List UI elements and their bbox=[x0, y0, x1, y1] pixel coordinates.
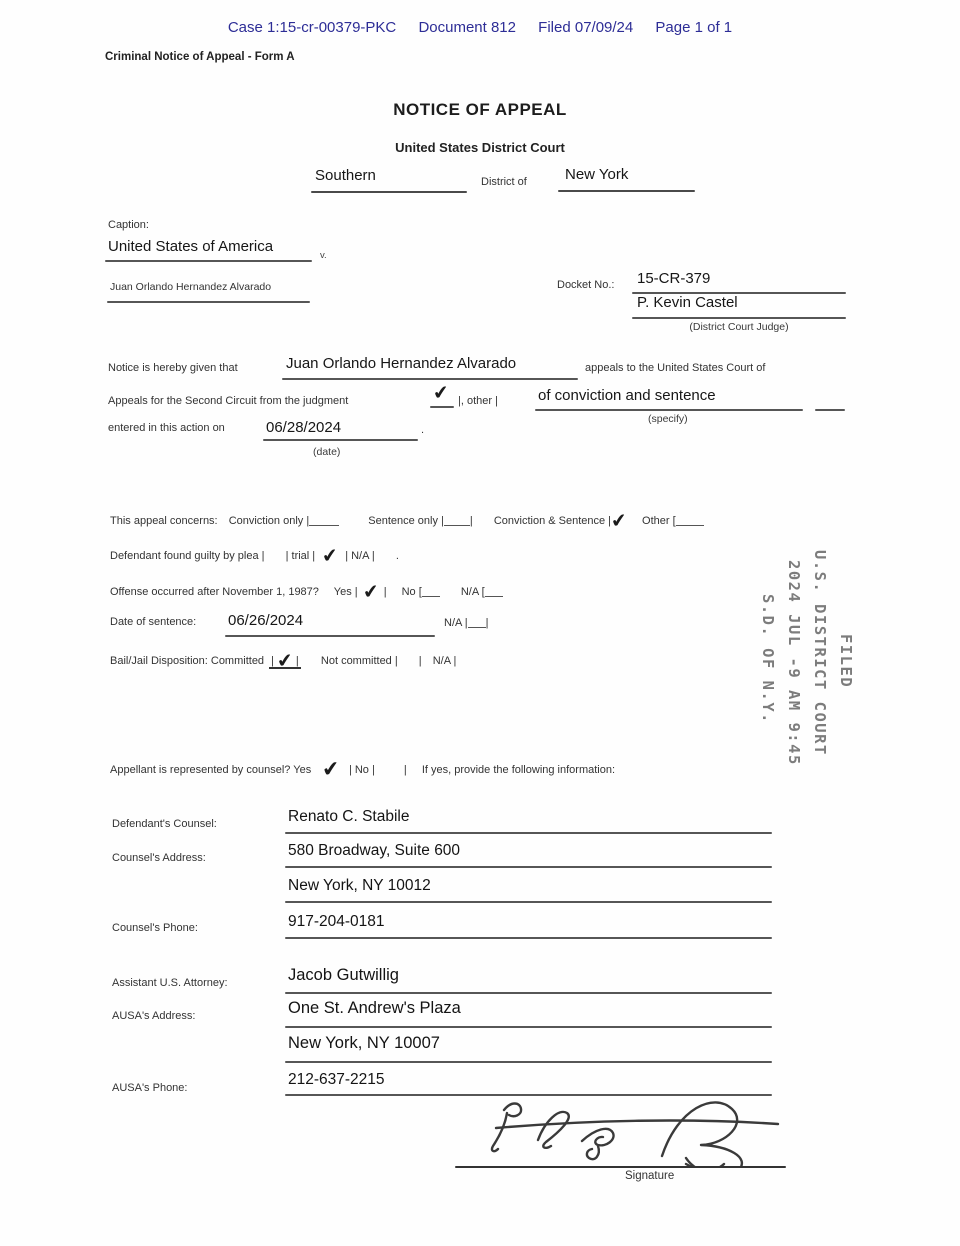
counsel-question-label: Appellant is represented by counsel? Yes bbox=[110, 764, 312, 776]
notice-line2-mid: |, other | bbox=[458, 395, 498, 407]
ausa-underline bbox=[285, 992, 772, 994]
docket-label: Docket No.: bbox=[557, 279, 615, 291]
trial-checkmark: ✔ bbox=[321, 544, 340, 568]
counsels-address-value: 580 Broadway, Suite 600 bbox=[288, 842, 461, 859]
district-name: New York bbox=[565, 166, 629, 183]
filed-date: Filed 07/09/24 bbox=[538, 19, 634, 36]
document-number: Document 812 bbox=[418, 19, 516, 36]
counsel-question-suffix: If yes, provide the following information: bbox=[421, 764, 616, 776]
sentence-only-slot bbox=[444, 514, 470, 526]
offense-no-slot bbox=[422, 585, 440, 597]
option-sentence-only: Sentence only | bbox=[368, 515, 444, 527]
stamp-filed-line: FILED bbox=[837, 634, 855, 689]
counsel-no-label: | No | bbox=[348, 764, 375, 776]
option-conviction-only: Conviction only | bbox=[228, 515, 310, 527]
district-name-underline bbox=[558, 190, 695, 192]
notice-line1-pre: Notice is hereby given that bbox=[108, 362, 238, 374]
plaintiff-name: United States of America bbox=[108, 238, 274, 255]
ausa-address-value2: New York, NY 10007 bbox=[288, 1034, 440, 1052]
sentence-date-value: 06/26/2024 bbox=[228, 612, 304, 629]
offense-no-label: No [ bbox=[401, 586, 422, 598]
offense-na-label: N/A [ bbox=[460, 586, 485, 598]
committed-close: | bbox=[295, 655, 299, 667]
sentence-date-underline bbox=[225, 635, 435, 637]
notice-line3-pre: entered in this action on bbox=[108, 422, 225, 434]
entered-date-value: 06/28/2024 bbox=[266, 419, 342, 436]
sentence-na-close: | bbox=[485, 617, 489, 629]
docket-number: 15-CR-379 bbox=[637, 270, 711, 287]
judge-caption: (District Court Judge) bbox=[689, 321, 789, 333]
notice-line2-pre: Appeals for the Second Circuit from the judgment bbox=[108, 395, 349, 407]
offense-row bbox=[110, 580, 503, 604]
sentence-na-slot bbox=[468, 616, 486, 628]
judgment-checkmark: ✔ bbox=[431, 381, 451, 405]
option-other: Other [ bbox=[642, 515, 676, 527]
specify-caption: (specify) bbox=[648, 413, 688, 425]
ausa-value: Jacob Gutwillig bbox=[288, 966, 399, 984]
case-number: Case 1:15-cr-00379-PKC bbox=[227, 19, 397, 36]
concerns-label: This appeal concerns: bbox=[110, 515, 218, 527]
sentence-na-group bbox=[444, 616, 489, 629]
court-heading: United States District Court bbox=[395, 140, 565, 155]
appellant-underline bbox=[282, 378, 578, 380]
committed-checkmark: ✔ bbox=[275, 649, 295, 673]
ausa-phone-value: 212-637-2215 bbox=[288, 1071, 385, 1088]
ecf-header bbox=[0, 19, 960, 36]
ausa-address-label: AUSA's Address: bbox=[112, 1010, 196, 1022]
signature-line bbox=[455, 1166, 786, 1168]
guilty-label: Defendant found guilty by plea | bbox=[110, 550, 265, 562]
notice-line1-post: appeals to the United States Court of bbox=[585, 362, 766, 374]
entered-date-underline bbox=[263, 439, 418, 441]
offense-yes-label: Yes | bbox=[333, 586, 358, 598]
guilty-end: . bbox=[395, 550, 399, 562]
counsels-address-underline bbox=[285, 866, 772, 868]
offense-yes-checkmark: ✔ bbox=[361, 580, 380, 604]
offense-label: Offense occurred after November 1, 1987? bbox=[110, 586, 319, 598]
conviction-only-slot bbox=[309, 514, 339, 526]
option-conviction-and-sentence: Conviction & Sentence | bbox=[493, 515, 612, 527]
page-count: Page 1 of 1 bbox=[655, 19, 733, 36]
district-of-label: District of bbox=[481, 176, 527, 188]
bail-row bbox=[110, 649, 457, 673]
not-committed-label: Not committed | bbox=[320, 655, 398, 667]
stamp-datetime-line: 2024 JUL -9 AM 9:45 bbox=[785, 560, 803, 766]
versus-label: v. bbox=[320, 250, 327, 261]
counsel-question-row bbox=[110, 756, 616, 782]
counsel-sep: | bbox=[403, 764, 407, 776]
ausa-address-value: One St. Andrew's Plaza bbox=[288, 999, 461, 1017]
guilty-row bbox=[110, 544, 399, 568]
district-underline bbox=[311, 191, 467, 193]
counsels-phone-underline bbox=[285, 937, 772, 939]
form-label: Criminal Notice of Appeal - Form A bbox=[105, 51, 295, 63]
counsels-address-label: Counsel's Address: bbox=[112, 852, 206, 864]
judgment-check-underline bbox=[430, 406, 454, 408]
counsels-address-value2: New York, NY 10012 bbox=[288, 877, 431, 894]
sentence-na-label: N/A | bbox=[444, 617, 468, 629]
signature-label: Signature bbox=[625, 1170, 675, 1182]
stamp-district-line: S.D. OF N.Y. bbox=[759, 594, 777, 724]
appellant-name: Juan Orlando Hernandez Alvarado bbox=[286, 355, 517, 372]
date-caption: (date) bbox=[313, 446, 341, 458]
other-slot bbox=[676, 514, 704, 526]
conviction-sentence-checkmark: ✔ bbox=[609, 509, 629, 533]
counsels-phone-label: Counsel's Phone: bbox=[112, 922, 198, 934]
bail-label: Bail/Jail Disposition: Committed bbox=[110, 655, 265, 667]
sentence-date-label: Date of sentence: bbox=[110, 616, 197, 628]
appeal-concerns-row bbox=[110, 509, 704, 533]
offense-na-slot bbox=[485, 585, 503, 597]
notice-line3-end: . bbox=[421, 424, 425, 436]
guilty-na-label: | N/A | bbox=[345, 550, 375, 562]
ausa-address-underline2 bbox=[285, 1061, 772, 1063]
district-value: Southern bbox=[315, 167, 376, 184]
counsels-address-underline2 bbox=[285, 901, 772, 903]
judge-underline bbox=[632, 317, 846, 319]
signature-scrawl bbox=[440, 1094, 810, 1168]
ausa-phone-label: AUSA's Phone: bbox=[112, 1082, 188, 1094]
bail-na-label: N/A | bbox=[432, 655, 457, 667]
specify-underline-2 bbox=[815, 409, 845, 411]
defendants-counsel-underline bbox=[285, 832, 772, 834]
judge-name: P. Kevin Castel bbox=[637, 294, 738, 311]
ausa-address-underline bbox=[285, 1026, 772, 1028]
committed-checkbox bbox=[269, 649, 301, 673]
filed-stamp bbox=[751, 550, 859, 794]
trial-label: | trial | bbox=[285, 550, 316, 562]
ausa-label: Assistant U.S. Attorney: bbox=[112, 977, 228, 989]
specify-value: of conviction and sentence bbox=[538, 387, 716, 404]
counsel-yes-checkmark: ✔ bbox=[321, 756, 342, 782]
defendants-counsel-value: Renato C. Stabile bbox=[288, 808, 410, 825]
defendants-counsel-label: Defendant's Counsel: bbox=[112, 818, 217, 830]
caption-label: Caption: bbox=[108, 219, 149, 231]
stamp-court-line: U.S. DISTRICT COURT bbox=[811, 550, 829, 756]
defendant-underline bbox=[107, 301, 310, 303]
counsels-phone-value: 917-204-0181 bbox=[288, 913, 385, 930]
document-title: NOTICE OF APPEAL bbox=[393, 100, 567, 119]
offense-yes-close: | bbox=[383, 586, 387, 598]
specify-underline bbox=[535, 409, 803, 411]
defendant-name: Juan Orlando Hernandez Alvarado bbox=[110, 281, 272, 293]
committed-open: | bbox=[271, 655, 274, 667]
sentence-only-close: | bbox=[469, 515, 473, 527]
plaintiff-underline bbox=[105, 260, 312, 262]
bail-na-sep: | bbox=[418, 655, 422, 667]
